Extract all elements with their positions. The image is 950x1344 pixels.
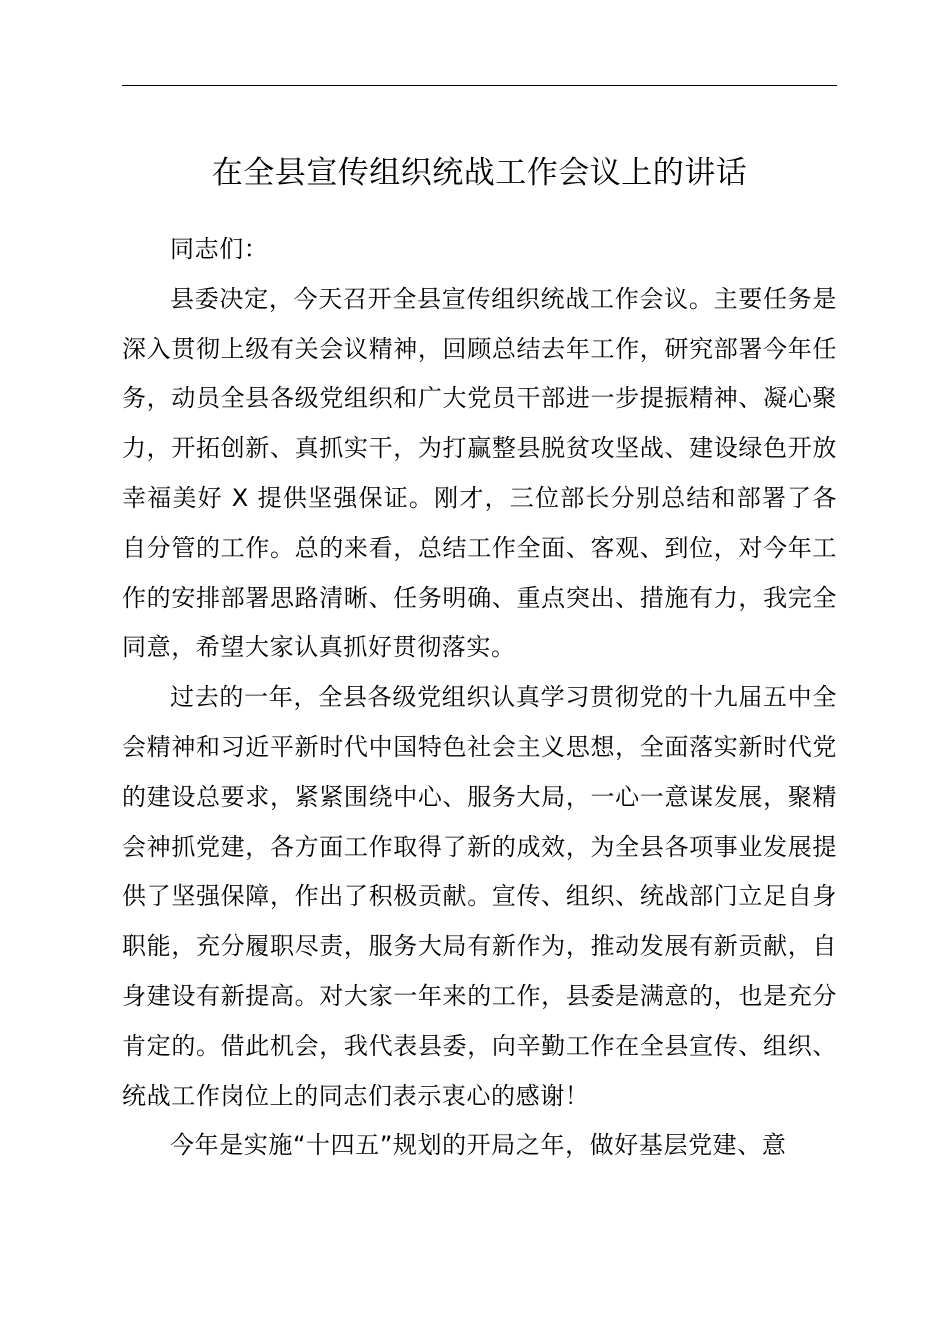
document-title: 在全县宣传组织统战工作会议上的讲话 [211, 155, 748, 191]
paragraph-2: 过去的一年，全县各级党组织认真学习贯彻党的十九届五中全会精神和习近平新时代中国特色社会主义思想，全面落实新时代党的建设总要求，紧紧围绕中心、服务大局，一心一意谋发展，聚精会神抓党建，各方面工作取得了新的成效，为全县各项事业发展提供了坚强保障，作出了积极贡献。宣传、组织、统战部门立足自身职能，充分履职尽责，服务大局有新作为，推动发展有新贡献，自身建设有新提高。对大家一年来的工作，县委是满意的，也是充分肯定的。借此机会，我代表县委，向辛勤工作在全县宣传、组织、统战工作岗位上的同志们表示衷心的感谢！ [122, 683, 837, 1110]
salutation: 同志们： [170, 235, 269, 263]
paragraph-1: 县委决定，今天召开全县宣传组织统战工作会议。主要任务是深入贯彻上级有关会议精神，回顾总结去年工作，研究部署今年任务，动员全县各级党组织和广大党员干部进一步提振精神、凝心聚力，开拓创新、真抓实干，为打赢整县脱贫攻坚战、建设绿色开放幸福美好 X 提供坚强保证。刚才，三位部长分别总结和部署了各自分管的工作。总的来看，总结工作全面、客观、到位，对今年工作的安排部署思路清晰、任务明确、重点突出、措施有力，我完全同意，希望大家认真抓好贯彻落实。 [122, 284, 837, 662]
header-rule [122, 85, 837, 86]
paragraph-3: 今年是实施“十四五”规划的开局之年，做好基层党建、意 [170, 1131, 787, 1160]
document-body [122, 225, 837, 1171]
